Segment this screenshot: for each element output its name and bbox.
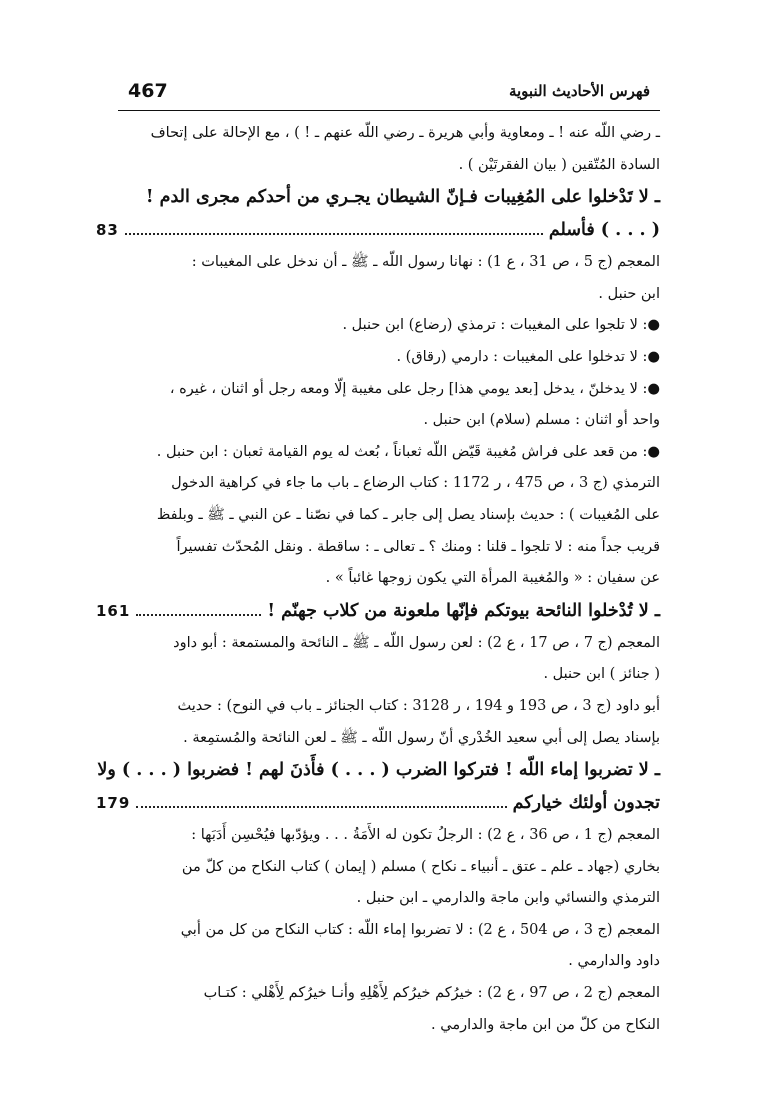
line-text: الترمذي (ج 3 ، ص 475 ، ر 1172 : كتاب الرضاع ـ باب ما جاء في كراهية الدخول — [171, 475, 660, 492]
line-text: ●: لا يدخلنّ ، يدخل [بعد يومي هذا] رجل على مغيبة إلّا ومعه رجل أو اثنان ، غيره ، — [169, 380, 660, 397]
line-text: واحد أو اثنان : مسلم (سلام) ابن حنبل . — [423, 412, 660, 429]
line-text: المعجم (ج 7 ، ص 17 ، ع 2) : لعن رسول اللّه ـ ﷺ ـ النائحة والمستمعة : أبو داود — [173, 634, 660, 651]
text-line — [118, 946, 660, 978]
text-line — [118, 659, 660, 691]
text-line — [118, 405, 660, 437]
reference-line — [118, 978, 660, 1010]
hadith-heading-line — [118, 181, 660, 214]
reference-line — [118, 247, 660, 279]
dot-leader — [136, 805, 506, 808]
line-text: الترمذي والنسائي وابن ماجة والدارمي ـ ابن حنبل . — [356, 890, 660, 907]
heading-text: ـ لا تُدْخلوا النائحة بيوتكم فإنّها ملعونة من كلاب جهنّم ! — [267, 600, 660, 621]
line-text: النكاح من كلّ من ابن ماجة والدارمي . — [431, 1016, 660, 1033]
text-line — [118, 852, 660, 884]
running-header-title: فهرس الأحاديث النبوية — [508, 82, 650, 100]
text-line — [118, 691, 660, 723]
line-text: بخاري (جهاد ـ علم ـ عتق ـ أنبياء ـ نكاح ) مسلم ( إيمان ) كتاب النكاح من كلّ من — [181, 858, 660, 875]
text-line — [118, 532, 660, 564]
line-text: بإسناد يصل إلى أبي سعيد الخُدْري أنّ رسول اللّه ـ ﷺ ـ لعن النائحة والمُستمِعة . — [183, 729, 660, 746]
line-text: على المُغيبات ) : حديث بإسناد يصل إلى جابر ـ كما في نصّنا ـ عن النبي ـ ﷺ ـ وبلفظ — [156, 506, 660, 523]
hadith-heading-line — [96, 214, 660, 247]
line-text: المعجم (ج 1 ، ص 36 ، ع 2) : الرجلُ تكون له الأَمَةُ . . . ويؤدّبها فيُحْسِن أَدَبَها : — [191, 827, 660, 844]
text-line — [118, 468, 660, 500]
line-text: المعجم (ج 5 ، ص 31 ، ع 1) : نهانا رسول اللّه ـ ﷺ ـ أن ندخل على المغيبات : — [191, 254, 660, 271]
line-text: أبو داود (ج 3 ، ص 193 و 194 ، ر 3128 : كتاب الجنائز ـ باب في النوح) : حديث — [177, 697, 660, 714]
dot-leader — [136, 613, 261, 616]
reference-page-number: 161 — [96, 601, 131, 620]
reference-page-number: 83 — [96, 221, 119, 240]
dot-leader — [125, 232, 543, 235]
reference-line — [118, 820, 660, 852]
text-line — [118, 500, 660, 532]
line-text: ـ رضي اللّه عنه ! ـ ومعاوية وأبي هريرة ـ رضي اللّه عنهم ـ ! ) ، مع الإحالة على إتحاف — [150, 125, 660, 141]
line-text: قريب جداً منه : لا تلجوا ـ قلنا : ومنك ؟ ـ تعالى ـ : ساقطة . ونقل المُحدّث تفسيراً — [176, 538, 660, 555]
text-line — [118, 374, 660, 406]
line-text: المعجم (ج 2 ، ص 97 ، ع 2) : خيرُكم خيرُكم لِأَهْلِهِ وأنـا خيرُكم لِأَهْلي : كتـاب — [203, 985, 660, 1002]
line-text: ـ لا تضربوا إماء اللّه ! فتركوا الضرب ( . . . ) فأَذنَ لهم ! فضربوا ( . . . ) ولا — [97, 760, 660, 781]
line-text: المعجم (ج 3 ، ص 504 ، ع 2) : لا تضربوا إماء اللّه : كتاب النكاح من كل من أبي — [180, 921, 660, 938]
line-text: داود والدارمي . — [568, 953, 660, 970]
line-text: ( جنائز ) ابن حنبل . — [543, 666, 660, 683]
line-text: ●: من قعد على فراش مُغيبة قَيّض اللّه ثعباناً ، بُعث له يوم القيامة ثعبان : ابن حنبل . — [156, 443, 660, 460]
line-text: عن سفيان : « والمُغيبة المرأة التي يكون زوجها غائباً » . — [325, 570, 660, 587]
reference-line — [118, 628, 660, 660]
heading-text: ( . . . ) فأسلم — [548, 220, 660, 241]
line-text: السادة المُتّقين ( بيان الفقرتَيْن ) . — [458, 156, 660, 173]
text-line — [118, 279, 660, 311]
text-line — [118, 723, 660, 755]
header-rule — [118, 110, 660, 111]
reference-line — [118, 915, 660, 947]
text-line — [118, 883, 660, 915]
text-line — [118, 563, 660, 595]
text-line — [118, 118, 660, 150]
hadith-heading-line — [97, 754, 660, 787]
text-line — [118, 1010, 660, 1042]
document-body — [96, 118, 660, 1041]
line-text: ●: لا تلجوا على المغيبات : ترمذي (رضاع) ابن حنبل . — [342, 317, 660, 334]
line-text: ابن حنبل . — [598, 285, 660, 302]
reference-page-number: 179 — [96, 794, 131, 813]
heading-text: تجدون أولئك خياركم — [512, 793, 660, 814]
line-text: ـ لا تَدْخلوا على المُغِيبات فـإنّ الشيطان يجـري من أحدكم مجرى الدم ! — [145, 187, 660, 208]
page-number: 467 — [128, 80, 168, 102]
line-text: ●: لا تدخلوا على المغيبات : دارمي (رقاق) . — [396, 348, 660, 365]
text-line — [118, 310, 660, 342]
text-line — [118, 437, 660, 469]
hadith-heading-line — [96, 787, 660, 820]
text-line — [118, 342, 660, 374]
text-line — [118, 150, 660, 182]
hadith-heading-line — [96, 595, 660, 628]
